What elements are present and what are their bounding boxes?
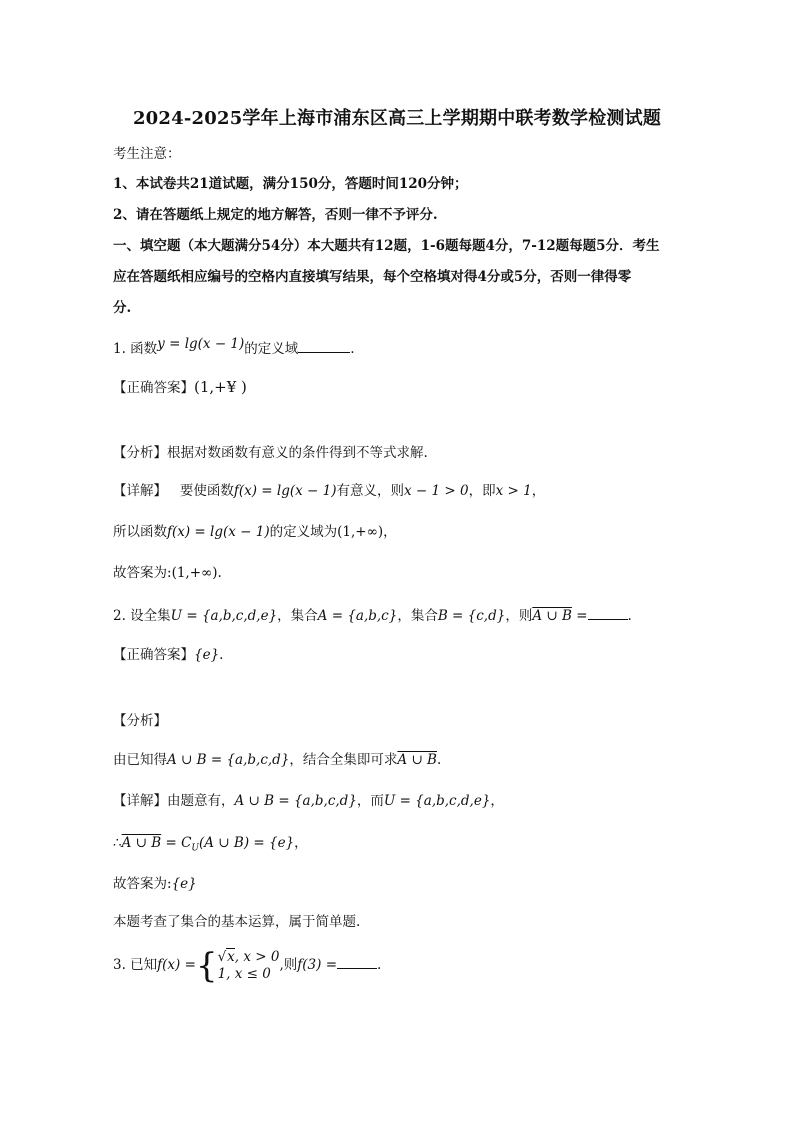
q1-end: . <box>350 341 355 357</box>
q2-therefore <box>113 833 308 859</box>
q2-therefore-result: (A ∪ B) = {e} <box>199 835 295 851</box>
q2-answer-value: {e} <box>194 647 220 663</box>
question-2 <box>113 605 632 626</box>
q3-function: f(x) = <box>157 957 196 973</box>
page-title: 2024-2025学年上海市浦东区高三上学期期中联考数学检测试题 <box>132 108 662 129</box>
q1-so-text-a: 所以函数 <box>113 524 167 540</box>
q2-analysis-target: A ∪ B <box>397 752 437 768</box>
q2-therefore-target: A ∪ B <box>121 835 162 851</box>
q2-mid-2: ，集合 <box>397 608 438 624</box>
notice-item-1: 1、本试卷共21道试题，满分150分，答题时间120分钟； <box>113 176 468 192</box>
q2-detail-text-a: 由题意有， <box>167 793 235 809</box>
q3-end: . <box>377 957 382 973</box>
q1-detail-text-d: ， <box>531 483 546 499</box>
q2-detail-union: A ∪ B = {a,b,c,d} <box>234 793 357 809</box>
q3-piecewise-cases <box>218 949 280 983</box>
q2-final <box>113 874 197 894</box>
q1-analysis <box>113 443 428 463</box>
q2-therefore-symbol: ∴ <box>113 835 122 851</box>
q2-set-a: A = {a,b,c} <box>317 608 398 624</box>
q1-detail <box>113 481 545 501</box>
q2-analysis-text-a: 由已知得 <box>113 752 167 768</box>
question-3 <box>113 945 382 986</box>
q2-analysis-label: 【分析】 <box>113 713 167 729</box>
q2-analysis-text-b: ，结合全集即可求 <box>289 752 398 768</box>
q2-detail <box>113 791 504 811</box>
q1-answer-blank <box>298 338 350 353</box>
q2-therefore-end: ， <box>294 835 308 851</box>
q1-answer-value: (1,+¥ ) <box>194 378 247 396</box>
q1-so-formula: f(x) = lg(x − 1) <box>167 524 270 540</box>
q1-so-domain: (1,+∞) <box>337 524 384 540</box>
q2-mid-3: ，则 <box>505 608 533 624</box>
q2-answer-end: . <box>219 647 224 663</box>
q1-detail-ineq-1: x − 1 > 0 <box>404 483 469 499</box>
q2-detail-universal: U = {a,b,c,d,e} <box>383 793 491 809</box>
section-instructions-line-3: 分. <box>113 300 132 316</box>
q1-analysis-label: 【分析】 <box>113 445 167 461</box>
q2-analysis <box>113 750 441 770</box>
q2-analysis-union: A ∪ B = {a,b,c,d} <box>167 752 290 768</box>
notice-heading: 考生注意： <box>113 146 181 162</box>
q2-universal-set: U = {a,b,c,d,e} <box>170 608 278 624</box>
q2-analysis-end: . <box>436 752 442 768</box>
q2-prefix: 2. 设全集 <box>113 608 171 624</box>
q1-answer <box>113 377 247 398</box>
q2-detail-text-c: ， <box>490 793 504 809</box>
q2-set-b: B = {c,d} <box>437 608 506 624</box>
q1-detail-label: 【详解】 <box>113 483 167 499</box>
q1-answer-label: 【正确答案】 <box>113 380 194 396</box>
q3-case-1-radicand: x <box>227 948 235 965</box>
q2-answer-label: 【正确答案】 <box>113 647 194 663</box>
q1-detail-text-c: ，即 <box>468 483 496 499</box>
q1-detail-text-a: 要使函数 <box>179 483 234 499</box>
q1-final-label: 故答案为: <box>113 565 172 581</box>
q2-equals: = <box>571 608 588 624</box>
q2-answer-blank <box>588 605 628 620</box>
q1-so-text-b: 的定义域为 <box>269 524 338 540</box>
q1-prefix: 1. 函数 <box>113 341 158 357</box>
q1-suffix: 的定义域 <box>244 341 299 357</box>
notice-item-2: 2、请在答题纸上规定的地方解答，否则一律不予评分. <box>113 207 438 223</box>
question-1 <box>113 338 355 359</box>
q3-evaluate: f(3) = <box>297 957 338 973</box>
q1-final-end: . <box>217 565 222 581</box>
section-instructions-line-2: 应在答题纸相应编号的空格内直接填写结果，每个空格填对得4分或5分，否则一律得零 <box>113 269 632 285</box>
q1-analysis-text: 根据对数函数有意义的条件得到不等式求解. <box>167 445 428 461</box>
q1-final <box>113 563 222 583</box>
q3-mid: ,则 <box>279 957 298 973</box>
q1-final-value: (1,+∞) <box>171 565 218 581</box>
q2-detail-label: 【详解】 <box>113 793 167 809</box>
q3-prefix: 3. 已知 <box>113 957 158 973</box>
q2-summary: 本题考查了集合的基本运算，属于简单题. <box>113 914 361 930</box>
q2-end: . <box>627 608 632 624</box>
q2-final-value: {e} <box>171 876 197 892</box>
q3-answer-blank <box>337 954 377 969</box>
q2-target-complement: A ∪ B <box>532 608 572 624</box>
q2-therefore-complement: = C <box>161 835 192 851</box>
q3-case-2: 1, x ≤ 0 <box>217 965 271 982</box>
q1-formula: y = lg(x − 1) <box>157 336 245 352</box>
q2-detail-text-b: ，而 <box>356 793 384 809</box>
q3-root-sign: √ <box>217 948 227 965</box>
q1-detail-ineq-2: x > 1 <box>495 483 532 499</box>
q1-detail-formula: f(x) = lg(x − 1) <box>233 483 337 499</box>
q2-mid-1: ，集合 <box>277 608 318 624</box>
q2-answer <box>113 645 223 665</box>
q1-conclusion <box>113 522 397 542</box>
q3-piecewise-brace: { <box>195 945 218 986</box>
q2-therefore-subscript: U <box>191 843 199 854</box>
q3-case-1-condition: , x > 0 <box>234 948 280 965</box>
q1-detail-text-b: 有意义，则 <box>336 483 405 499</box>
q3-case-1 <box>218 949 280 966</box>
q1-so-text-c: ， <box>383 524 397 540</box>
q2-final-label: 故答案为: <box>113 876 172 892</box>
section-instructions-line-1: 一、填空题（本大题满分54分）本大题共有12题，1-6题每题4分，7-12题每题5分．考生 <box>113 238 660 254</box>
